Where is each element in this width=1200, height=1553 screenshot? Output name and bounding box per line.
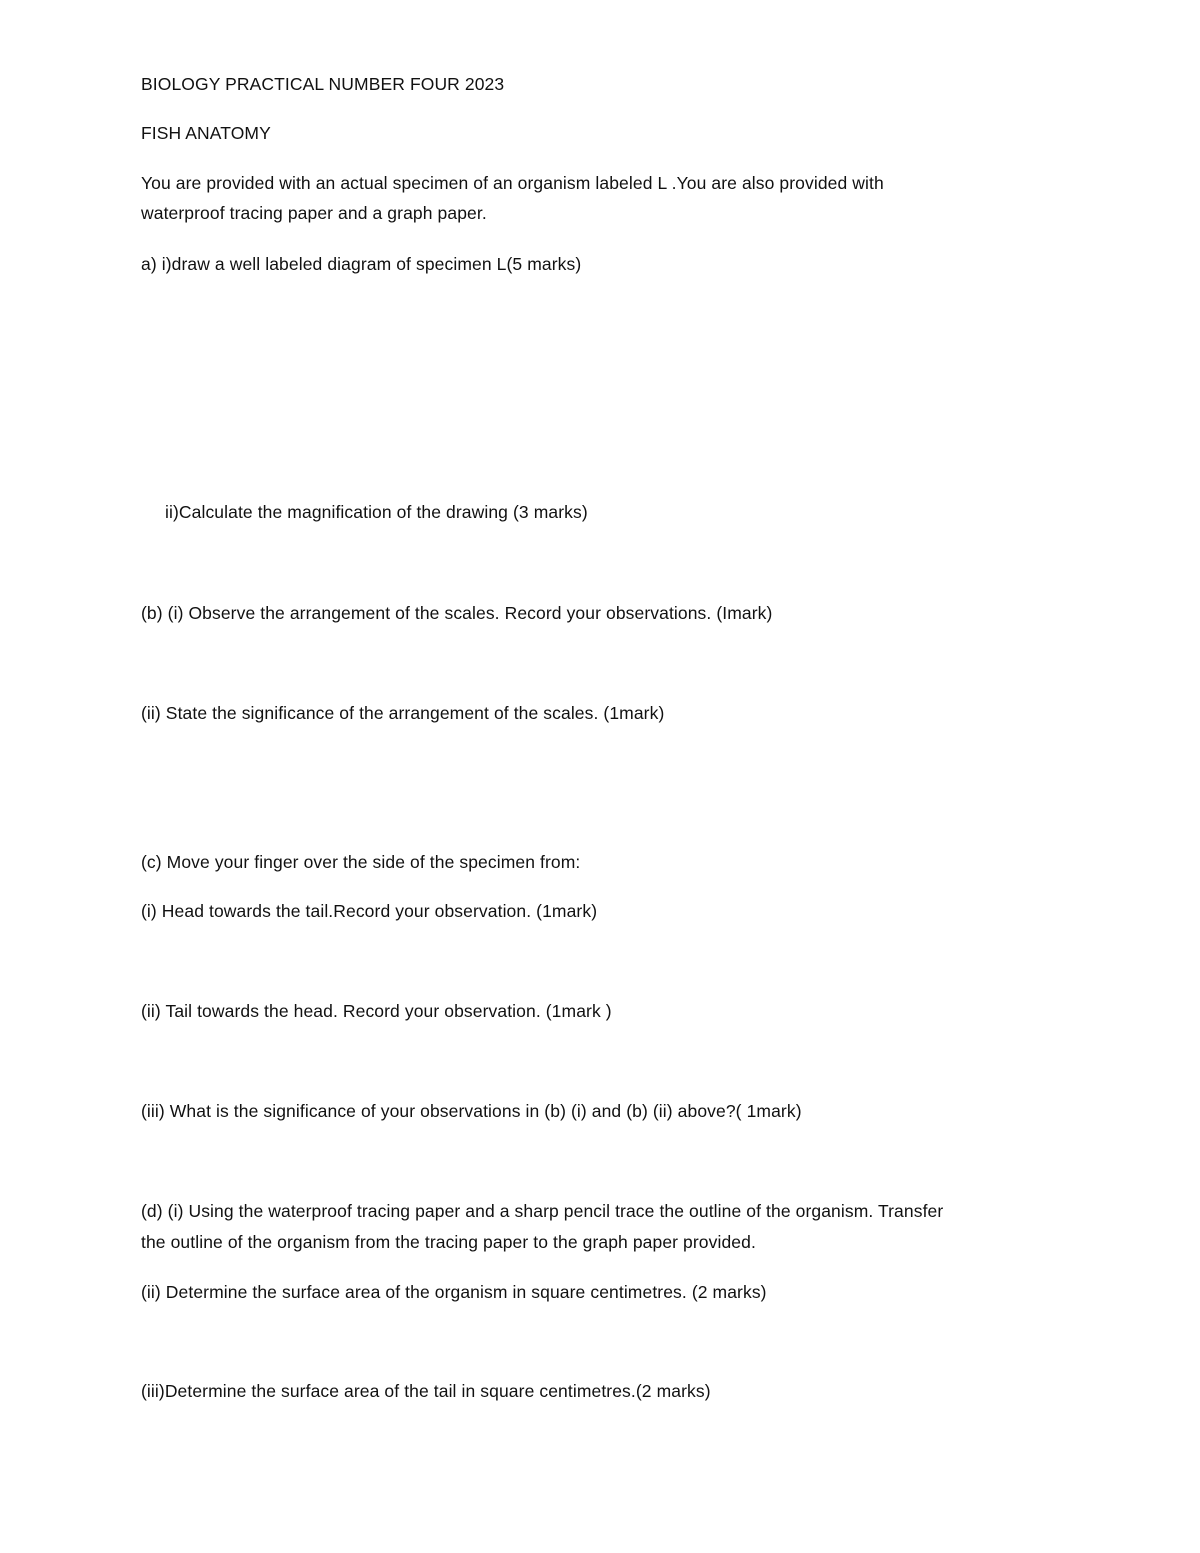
question-d-iii: (iii)Determine the surface area of the tail in square centimetres.(2 marks) xyxy=(141,1381,711,1401)
question-b-i: (b) (i) Observe the arrangement of the scales. Record your observations. (Imark) xyxy=(141,603,773,623)
question-a-i: a) i)draw a well labeled diagram of specimen L(5 marks) xyxy=(141,254,582,274)
question-c: (c) Move your finger over the side of the specimen from: xyxy=(141,852,581,872)
question-c-iii: (iii) What is the significance of your observations in (b) (i) and (b) (ii) above?( 1mark) xyxy=(141,1101,802,1121)
intro-line-2: waterproof tracing paper and a graph paper. xyxy=(141,203,487,223)
document-title: BIOLOGY PRACTICAL NUMBER FOUR 2023 xyxy=(141,74,505,94)
question-b-ii: (ii) State the significance of the arrangement of the scales. (1mark) xyxy=(141,703,665,723)
question-d-i-line-2: the outline of the organism from the tracing paper to the graph paper provided. xyxy=(141,1232,756,1252)
intro-line-1: You are provided with an actual specimen of an organism labeled L .You are also provided with xyxy=(141,173,884,193)
document-subtitle: FISH ANATOMY xyxy=(141,123,271,143)
question-c-ii: (ii) Tail towards the head. Record your observation. (1mark ) xyxy=(141,1001,612,1021)
question-d-ii: (ii) Determine the surface area of the organism in square centimetres. (2 marks) xyxy=(141,1282,767,1302)
question-c-i: (i) Head towards the tail.Record your observation. (1mark) xyxy=(141,901,598,921)
question-a-ii: ii)Calculate the magnification of the drawing (3 marks) xyxy=(165,502,588,522)
question-d-i-line-1: (d) (i) Using the waterproof tracing paper and a sharp pencil trace the outline of the organism. Transfer xyxy=(141,1201,944,1221)
